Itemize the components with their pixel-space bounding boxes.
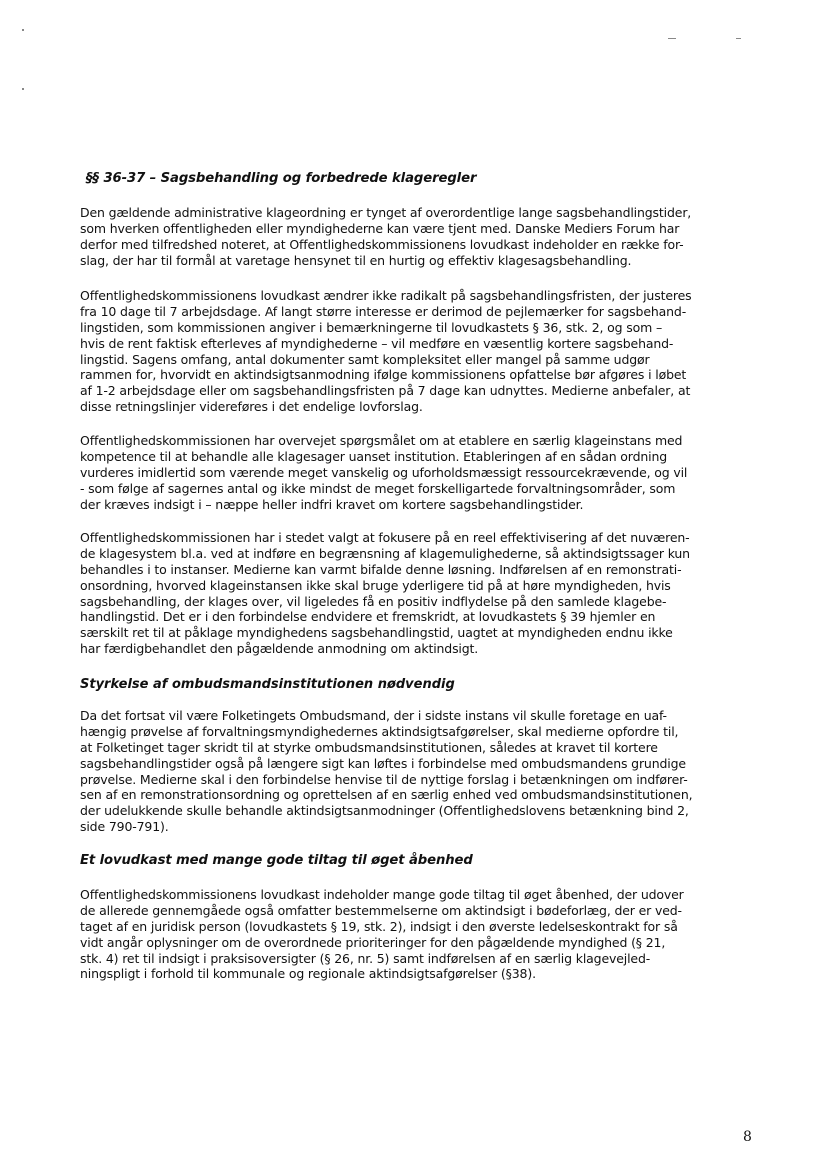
text-line: Offentlighedskommissionen har i stedet valgt at fokusere på en reel effektivisering af det nuværen- bbox=[80, 530, 690, 545]
text-line: - som følge af sagernes antal og ikke mindst de meget forskelligartede forvaltningsområder, som bbox=[80, 480, 676, 496]
text-line: hængig prøvelse af forvaltningsmyndighedernes aktindsigtsafgørelser, skal medierne opfordre til, bbox=[80, 723, 679, 739]
paragraph bbox=[80, 708, 760, 835]
text-line: de klagesystem bl.a. ved at indføre en begrænsning af klagemulighederne, så aktindsigtssager kun bbox=[80, 545, 690, 561]
text-line: kompetence til at behandle alle klagesager uanset institution. Etableringen af en sådan ordning bbox=[80, 448, 668, 464]
text-line: slag, der har til formål at varetage hensynet til en hurtig og effektiv klagesagsbehandling. bbox=[80, 252, 632, 268]
text-line: stk. 4) ret til indsigt i praksisoversigter (§ 26, nr. 5) samt indførelsen af en særlig klagevejled- bbox=[80, 950, 651, 966]
text-line: der kræves indsigt i – næppe heller indfri kravet om kortere sagsbehandlingstider. bbox=[80, 496, 584, 512]
text-line: særskilt ret til at påklage myndighedens sagsbehandlingstid, uagtet at myndigheden endnu ikke bbox=[80, 625, 673, 641]
paragraph bbox=[80, 887, 760, 982]
text-line: side 790-791). bbox=[80, 819, 169, 835]
text-line: Den gældende administrative klageordning er tynget af overordentlige lange sagsbehandlingstider, bbox=[80, 205, 692, 220]
text-line: disse retningslinjer videreføres i det endelige lovforslag. bbox=[80, 399, 423, 415]
text-line: har færdigbehandlet den pågældende anmodning om aktindsigt. bbox=[80, 641, 479, 657]
text-line: vidt angår oplysninger om de overordnede prioriteringer for den pågældende myndighed (§ 21, bbox=[80, 934, 666, 950]
text-line: Offentlighedskommissionen har overvejet spørgsmålet om at etablere en særlig klageinstans med bbox=[80, 433, 683, 448]
section-heading: Et lovudkast med mange gode tiltag til øget åbenhed bbox=[80, 853, 473, 868]
text-line: behandles i to instanser. Medierne kan varmt bifalde denne løsning. Indførelsen af en remonstrati- bbox=[80, 561, 682, 577]
text-line: Da det fortsat vil være Folketingets Ombudsmand, der i sidste instans vil skulle foretage en uaf- bbox=[80, 708, 667, 723]
paragraph bbox=[80, 205, 760, 269]
text-line: sagsbehandlingstider også på længere sigt kan løftes i forbindelse med ombudsmandens grundige bbox=[80, 755, 686, 771]
paragraph bbox=[80, 288, 760, 415]
text-line: lingstiden, som kommissionen angiver i bemærkningerne til lovudkastets § 36, stk. 2, og som – bbox=[80, 319, 663, 335]
text-line: handlingstid. Det er i den forbindelse endvidere et fremskridt, at lovudkastets § 39 hjemler en bbox=[80, 609, 656, 625]
scan-speck bbox=[22, 88, 24, 90]
subheading: Styrkelse af ombudsmandsinstitutionen nødvendig bbox=[80, 677, 455, 692]
text-line: taget af en juridisk person (lovudkastets § 19, stk. 2), indsigt i den øverste ledelseskontrakt for så bbox=[80, 918, 678, 934]
text-line: af 1-2 arbejdsdage eller om sagsbehandlingsfristen på 7 dage kan udnyttes. Medierne anbefaler, at bbox=[80, 383, 691, 399]
text-line: Offentlighedskommissionens lovudkast indeholder mange gode tiltag til øget åbenhed, der udover bbox=[80, 887, 684, 902]
text-line: sagsbehandling, der klages over, vil ligeledes få en positiv indflydelse på den samlede klagebe- bbox=[80, 593, 667, 609]
text-line: fra 10 dage til 7 arbejdsdage. Af langt større interesse er derimod de pejlemærker for sagsbehand- bbox=[80, 303, 687, 319]
page-number: 8 bbox=[743, 1129, 752, 1145]
paragraph bbox=[80, 433, 760, 512]
text-line: derfor med tilfredshed noteret, at Offentlighedskommissionens lovudkast indeholder en række for- bbox=[80, 236, 684, 252]
paragraph bbox=[80, 530, 760, 657]
text-line: prøvelse. Medierne skal i den forbindelse henvise til de nyttige forslag i betænkningen om indfører- bbox=[80, 771, 688, 787]
scan-speck bbox=[668, 38, 676, 39]
text-line: ningspligt i forhold til kommunale og regionale aktindsigtsafgørelser (§38). bbox=[80, 966, 536, 982]
text-line: Offentlighedskommissionens lovudkast ændrer ikke radikalt på sagsbehandlingsfristen, der justeres bbox=[80, 288, 692, 303]
text-line: som hverken offentligheden eller myndighederne kan være tjent med. Danske Mediers Forum har bbox=[80, 220, 680, 236]
scan-speck bbox=[22, 29, 24, 31]
text-line: der udelukkende skulle behandle aktindsigtsanmodninger (Offentlighedslovens betænkning bind 2, bbox=[80, 803, 689, 819]
text-line: onsordning, hvorved klageinstansen ikke skal bruge yderligere tid på at høre myndigheden, hvis bbox=[80, 577, 671, 593]
section-heading: §§ 36-37 – Sagsbehandling og forbedrede klageregler bbox=[86, 171, 477, 186]
text-line: lingstid. Sagens omfang, antal dokumenter samt kompleksitet eller mangel på samme udgør bbox=[80, 351, 650, 367]
text-line: at Folketinget tager skridt til at styrke ombudsmandsinstitutionen, således at kravet til kortere bbox=[80, 739, 658, 755]
scan-speck bbox=[736, 38, 741, 39]
text-line: rammen for, hvorvidt en aktindsigtsanmodning ifølge kommissionens opfattelse bør afgøres i løbet bbox=[80, 367, 687, 383]
text-line: sen af en remonstrationsordning og oprettelsen af en særlig enhed ved ombudsmandsinstitutionen, bbox=[80, 787, 693, 803]
text-line: de allerede gennemgåede også omfatter bestemmelserne om aktindsigt i bødeforlæg, der er ved- bbox=[80, 902, 682, 918]
text-line: hvis de rent faktisk efterleves af myndighederne – vil medføre en væsentlig kortere sagsbehand- bbox=[80, 335, 674, 351]
text-line: vurderes imidlertid som værende meget vanskelig og uforholdsmæssigt ressourcekrævende, og vil bbox=[80, 464, 688, 480]
